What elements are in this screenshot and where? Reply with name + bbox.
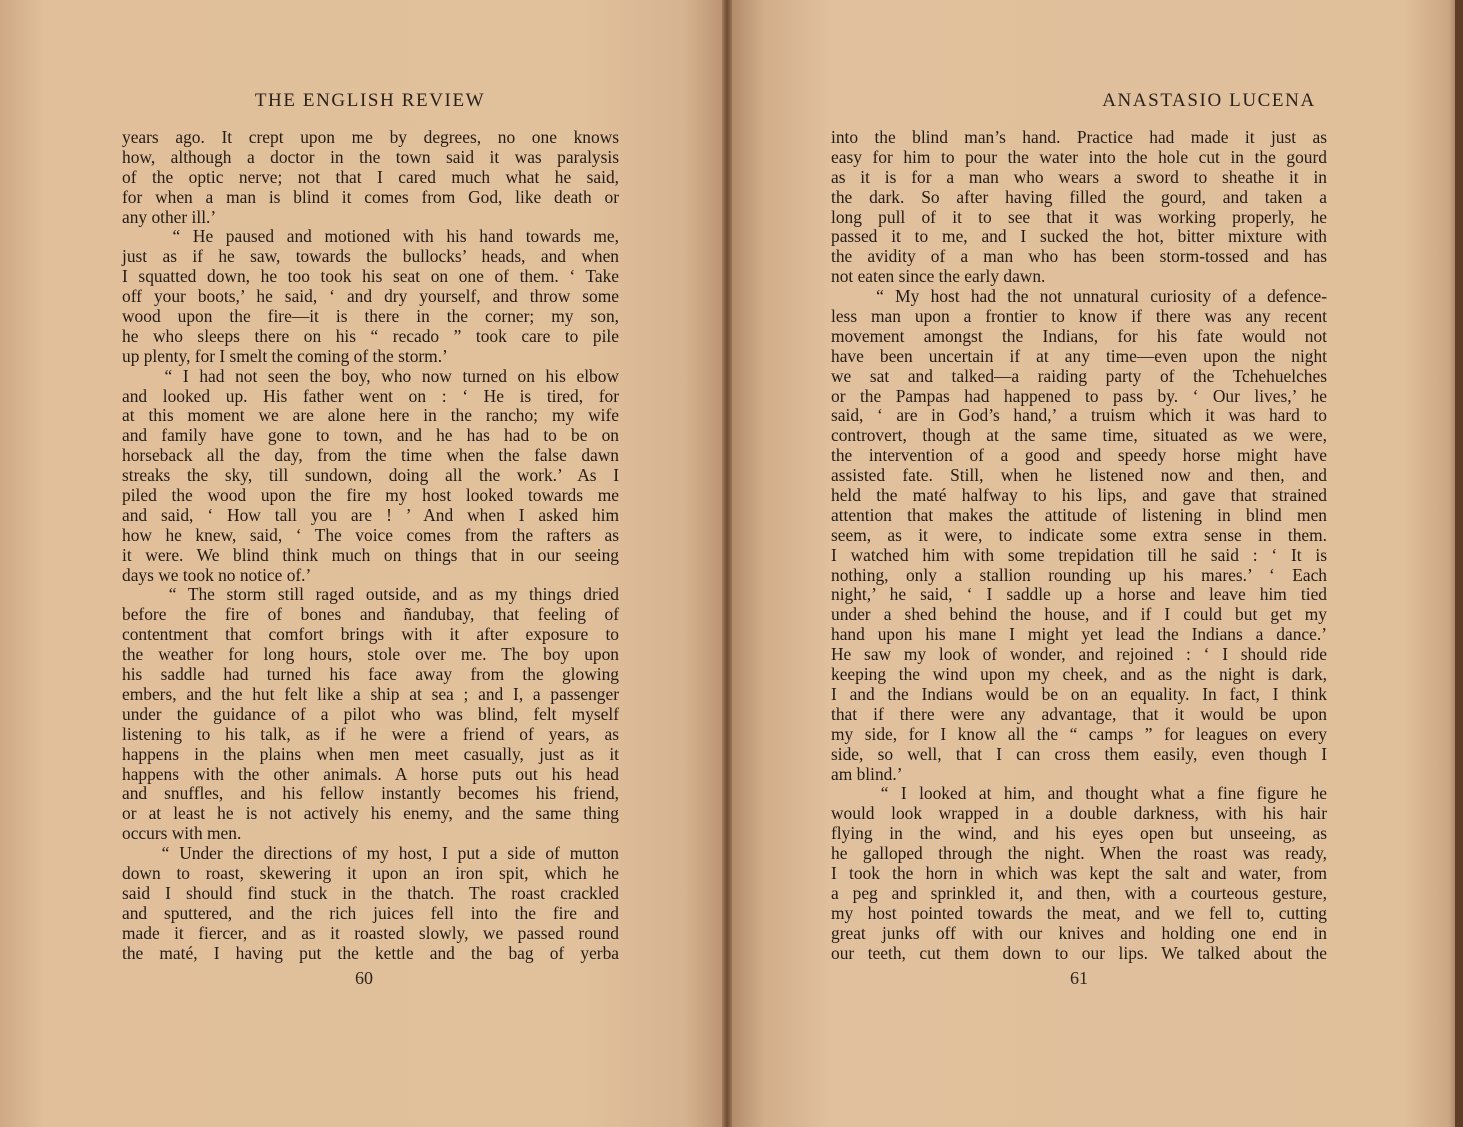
text-line: before the fire of bones and ñandubay, that feeling of [122, 604, 619, 625]
text-line: into the blind man’s hand. Practice had made it just as [831, 127, 1327, 147]
text-line: my host pointed towards the meat, and we fell to, cutting [831, 902, 1327, 923]
text-line: held the maté halfway to his lips, and gave that strained [831, 485, 1327, 506]
right-page [728, 0, 1463, 1127]
text-line: how he knew, said, ‘ The voice comes from the rafters as [122, 524, 619, 545]
text-line: our teeth, cut them down to our lips. We talked about the [831, 942, 1327, 963]
text-line: he galloped through the night. When the roast was ready, [831, 843, 1327, 864]
text-line: for when a man is blind it comes from God, like death or [122, 186, 619, 207]
text-line: and family have gone to town, and he has had to be on [122, 425, 619, 446]
page-number-right: 61 [1070, 968, 1088, 988]
text-line: would look wrapped in a double darkness, with his hair [831, 803, 1327, 824]
right-page-text [831, 128, 1327, 963]
text-line: assisted fate. Still, when he listened now and then, and [831, 465, 1327, 486]
text-line: the dark. So after having filled the gourd, and taken a [831, 186, 1327, 207]
text-line: streaks the sky, till sundown, doing all the work.’ As I [122, 465, 619, 486]
book-edge [1455, 0, 1463, 1127]
text-line: under the guidance of a pilot who was blind, felt myself [122, 703, 619, 724]
text-line: or at least he is not actively his enemy, and the same thing [122, 803, 619, 824]
text-line: made it fiercer, and as it roasted slowly, we passed round [122, 922, 619, 943]
text-line: I and the Indians would be on an equality. In fact, I think [831, 683, 1327, 704]
text-line: years ago. It crept upon me by degrees, no one knows [122, 127, 619, 147]
text-line: and looked up. His father went on : ‘ He is tired, for [122, 385, 619, 406]
text-line: am blind.’ [831, 763, 903, 784]
text-line: I squatted down, he too took his seat on one of them. ‘ Take [122, 266, 619, 287]
text-line: hand upon his mane I might yet lead the Indians a dance.’ [831, 624, 1327, 645]
text-line: keeping the wind upon my cheek, and as the night is dark, [831, 664, 1327, 685]
text-line: nothing, only a stallion rounding up his mares.’ ‘ Each [831, 564, 1327, 585]
text-line: and snuffles, and his fellow instantly becomes his friend, [122, 783, 619, 804]
text-line: occurs with men. [122, 823, 242, 844]
text-line: embers, and the hut felt like a ship at sea ; and I, a passenger [122, 683, 619, 704]
text-line: easy for him to pour the water into the hole cut in the gourd [831, 146, 1327, 167]
text-line: side, so well, that I can cross them easily, even though I [831, 743, 1327, 764]
text-line: I took the horn in which was kept the salt and water, from [831, 862, 1327, 883]
text-line: less man upon a frontier to know if there was any recent [831, 306, 1327, 327]
text-line: movement amongst the Indians, for his fate would not [831, 325, 1327, 346]
text-line: it were. We blind think much on things that in our seeing [122, 544, 619, 565]
text-line: down to roast, skewering it upon an iron spit, which he [122, 862, 619, 883]
text-line: how, although a doctor in the town said it was paralysis [122, 146, 619, 167]
text-line: a peg and sprinkled it, and then, with a courteous gesture, [831, 882, 1327, 903]
text-line: “ I had not seen the boy, who now turned on his elbow [122, 365, 619, 386]
text-line: piled the wood upon the fire my host looked towards me [122, 485, 619, 506]
text-line: my side, for I know all the “ camps ” for leagues on every [831, 723, 1327, 744]
text-line: wood upon the fire—it is there in the corner; my son, [122, 306, 619, 327]
page-number-left: 60 [355, 968, 373, 988]
text-line: listening to his talk, as if he were a friend of years, as [122, 723, 619, 744]
left-page-text [122, 128, 619, 963]
text-line: he who sleeps there on his “ recado ” took care to pile [122, 325, 619, 346]
running-head-right: ANASTASIO LUCENA [1102, 90, 1316, 111]
text-line: his saddle had turned his face away from the glowing [122, 664, 619, 685]
text-line: under a shed behind the house, and if I could but get my [831, 604, 1327, 625]
text-line: night,’ he said, ‘ I saddle up a horse and leave him tied [831, 584, 1327, 605]
text-line: seem, as it were, to indicate some extra sense in them. [831, 524, 1327, 545]
text-line: said, ‘ are in God’s hand,’ a truism which it was hard to [831, 405, 1327, 426]
text-line: the avidity of a man who has been storm-tossed and has [831, 246, 1327, 267]
text-line: not eaten since the early dawn. [831, 266, 1046, 287]
text-line: controvert, though at the same time, situated as we were, [831, 425, 1327, 446]
text-line: the intervention of a good and speedy horse might have [831, 445, 1327, 466]
text-line: horseback all the day, from the time when the false dawn [122, 445, 619, 466]
text-line: at this moment we are alone here in the rancho; my wife [122, 405, 619, 426]
text-line: “ I looked at him, and thought what a fine figure he [831, 783, 1327, 804]
text-line: of the optic nerve; not that I cared much what he said, [122, 166, 619, 187]
text-line: the maté, I having put the kettle and the bag of yerba [122, 942, 619, 963]
text-line: or the Pampas had happened to pass by. ‘ Our lives,’ he [831, 385, 1327, 406]
text-line: flying in the wind, and his eyes open but unseeing, as [831, 823, 1327, 844]
text-line: “ The storm still raged outside, and as my things dried [122, 584, 619, 605]
text-line: any other ill.’ [122, 206, 217, 227]
book-spine [722, 0, 732, 1127]
left-page [0, 0, 728, 1127]
text-line: passed it to me, and I sucked the hot, bitter mixture with [831, 226, 1327, 247]
text-line: “ My host had the not unnatural curiosity of a defence- [831, 286, 1327, 307]
text-line: off your boots,’ he said, ‘ and dry yourself, and throw some [122, 286, 619, 307]
text-line: and sputtered, and the rich juices fell into the fire and [122, 902, 619, 923]
text-line: happens in the plains when men meet casually, just as it [122, 743, 619, 764]
text-line: as it is for a man who wears a sword to sheathe it in [831, 166, 1327, 187]
text-line: “ Under the directions of my host, I put a side of mutton [122, 843, 619, 864]
text-line: and said, ‘ How tall you are ! ’ And when I asked him [122, 504, 619, 525]
text-line: have been uncertain if at any time—even upon the night [831, 345, 1327, 366]
text-line: attention that makes the attitude of listening in blind men [831, 504, 1327, 525]
text-line: that if there were any advantage, that it would be upon [831, 703, 1327, 724]
text-line: said I should find stuck in the thatch. The roast crackled [122, 882, 619, 903]
text-line: we sat and talked—a raiding party of the Tchehuelches [831, 365, 1327, 386]
text-line: days we took no notice of.’ [122, 564, 312, 585]
text-line: contentment that comfort brings with it after exposure to [122, 624, 619, 645]
text-line: just as if he saw, towards the bullocks’ heads, and when [122, 246, 619, 267]
text-line: up plenty, for I smelt the coming of the storm.’ [122, 345, 448, 366]
text-line: I watched him with some trepidation till he said : ‘ It is [831, 544, 1327, 565]
text-line: great junks off with our knives and holding one end in [831, 922, 1327, 943]
text-line: the weather for long hours, stole over me. The boy upon [122, 644, 619, 665]
text-line: “ He paused and motioned with his hand towards me, [122, 226, 619, 247]
running-head-left: THE ENGLISH REVIEW [254, 90, 486, 111]
text-line: long pull of it to see that it was working properly, he [831, 206, 1327, 227]
text-line: He saw my look of wonder, and rejoined : ‘ I should ride [831, 644, 1327, 665]
text-line: happens with the other animals. A horse puts out his head [122, 763, 619, 784]
